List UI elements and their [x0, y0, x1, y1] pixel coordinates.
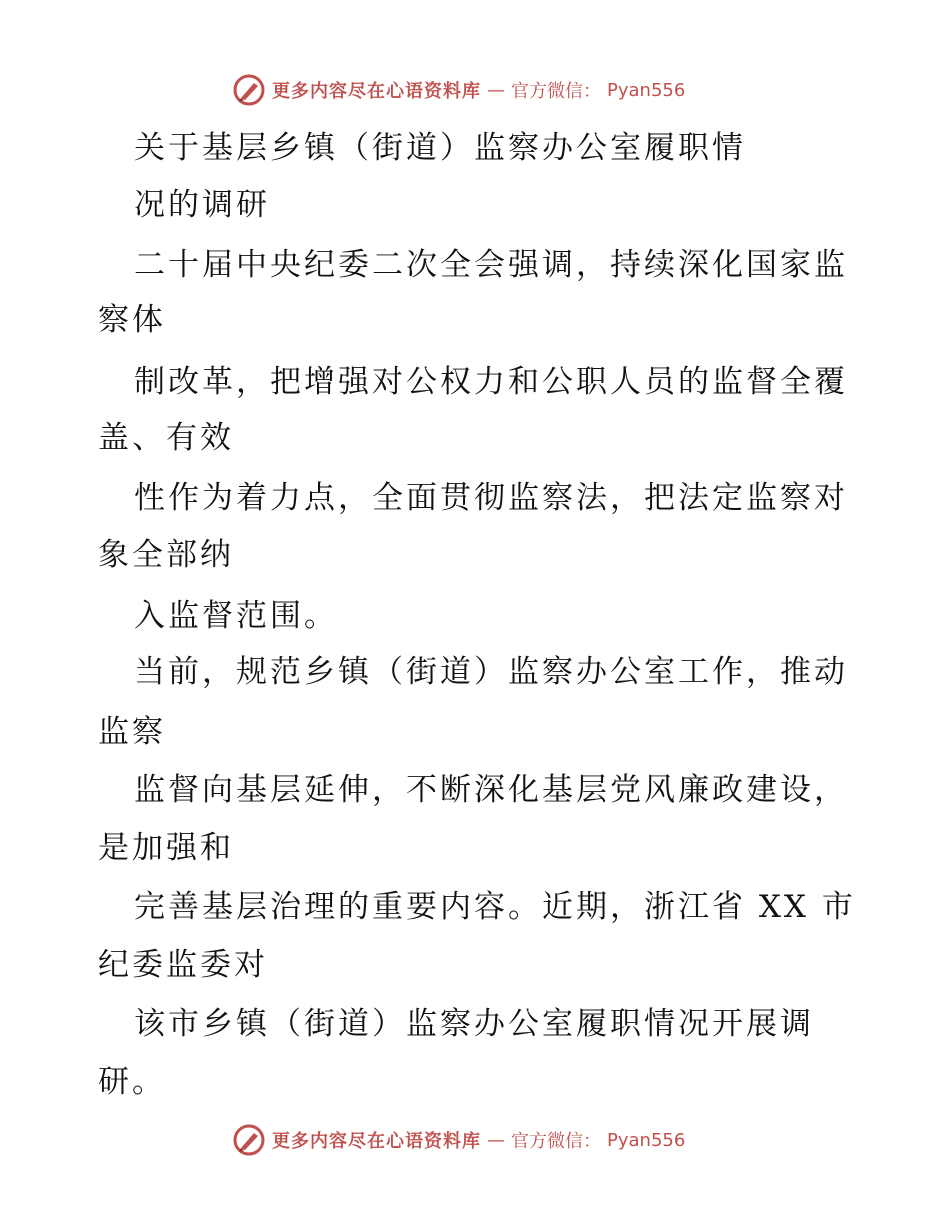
- footer-watermark: [232, 1120, 685, 1160]
- text-line: 完善基层治理的重要内容。近期，浙江省 XX 市: [134, 889, 856, 925]
- header-handle: Pyan556: [607, 79, 686, 101]
- title-line-2: 况的调研: [134, 187, 270, 223]
- text-line: 察体: [98, 302, 166, 338]
- text-line: 监督向基层延伸，不断深化基层党风廉政建设，: [134, 772, 848, 808]
- text-line: 该市乡镇（街道）监察办公室履职情况开展调: [134, 1006, 814, 1042]
- text-line: 纪委监委对: [98, 947, 268, 983]
- header-separator: —: [487, 79, 505, 101]
- pen-logo-icon: [232, 1123, 266, 1157]
- text-line: 当前，规范乡镇（街道）监察办公室工作，推动: [134, 654, 848, 690]
- text-line: 象全部纳: [98, 537, 234, 573]
- header-label: 官方微信：: [511, 81, 601, 102]
- text-line: 入监督范围。: [134, 598, 338, 634]
- text-line: 盖、有效: [98, 420, 234, 456]
- header-watermark: [232, 70, 685, 110]
- footer-brand: 更多内容尽在心语资料库: [272, 1131, 481, 1152]
- footer-label: 官方微信：: [511, 1131, 601, 1152]
- text-line: 二十届中央纪委二次全会强调，持续深化国家监: [134, 247, 848, 283]
- text-line: 制改革，把增强对公权力和公职人员的监督全覆: [134, 364, 848, 400]
- footer-separator: —: [487, 1129, 505, 1151]
- footer-handle: Pyan556: [607, 1129, 686, 1151]
- pen-logo-icon: [232, 73, 266, 107]
- text-line: 研。: [98, 1064, 166, 1100]
- text-line: 监察: [98, 714, 166, 750]
- text-line: 性作为着力点，全面贯彻监察法，把法定监察对: [134, 480, 848, 516]
- text-line: 是加强和: [98, 830, 234, 866]
- header-brand: 更多内容尽在心语资料库: [272, 81, 481, 102]
- title-line-1: 关于基层乡镇（街道）监察办公室履职情: [134, 130, 746, 166]
